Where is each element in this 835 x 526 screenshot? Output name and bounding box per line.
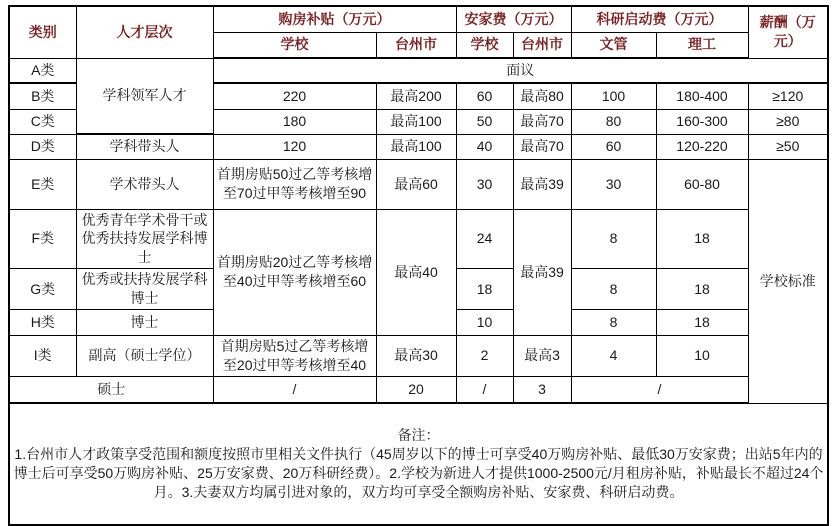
cell-h-category: H类 bbox=[9, 309, 76, 335]
header-row-1 bbox=[9, 6, 828, 32]
header-research-wenguan: 文管 bbox=[571, 32, 656, 58]
cell-f-category: F类 bbox=[9, 209, 76, 269]
cell-f-ligong: 18 bbox=[656, 209, 748, 269]
cell-master-housing-taizhou: 20 bbox=[376, 376, 456, 403]
cell-b-category: B类 bbox=[9, 83, 76, 109]
cell-d-talent: 学科带头人 bbox=[76, 134, 213, 159]
cell-e-housing-school: 首期房贴50过乙等考核增至70过甲等考核增至90 bbox=[213, 159, 376, 209]
notes-body: 1.台州市人才政策享受范围和额度按照市里相关文件执行（45周岁以下的博士可享受40万购房补贴、最低30万安家费；出站5年内的博士后可享受50万购房补贴、25万安家费、20万科研经费）。2.学校为新进人才提供1000-2500元/月租房补贴，补贴最长不超过24个月。3.夫妻双方均属引进对象的，双方均可享受全额购房补贴、安家费、科研启动费。 bbox=[13, 446, 824, 501]
cell-h-wenguan: 8 bbox=[571, 309, 656, 335]
cell-i-ligong: 10 bbox=[656, 335, 748, 376]
cell-g-settling-school: 18 bbox=[456, 269, 513, 310]
cell-i-housing-taizhou: 最高30 bbox=[376, 335, 456, 376]
talent-subsidy-table bbox=[8, 5, 829, 526]
row-f bbox=[9, 209, 828, 269]
cell-i-housing-school: 首期房贴5过乙等考核增至20过甲等考核增至40 bbox=[213, 335, 376, 376]
cell-e-category: E类 bbox=[9, 159, 76, 209]
cell-e-housing-taizhou: 最高60 bbox=[376, 159, 456, 209]
cell-e-settling-school: 30 bbox=[456, 159, 513, 209]
header-category: 类别 bbox=[9, 6, 76, 58]
cell-a-category: A类 bbox=[9, 58, 76, 83]
cell-i-settling-taizhou: 最高3 bbox=[513, 335, 571, 376]
header-research-startup: 科研启动费（万元） bbox=[571, 6, 748, 32]
header-housing-subsidy: 购房补贴（万元） bbox=[213, 6, 456, 32]
cell-i-category: I类 bbox=[9, 335, 76, 376]
cell-b-ligong: 180-400 bbox=[656, 83, 748, 109]
header-salary: 薪酬（万元） bbox=[748, 6, 828, 58]
cell-master-research: / bbox=[571, 376, 748, 403]
row-a bbox=[9, 58, 828, 83]
cell-g-category: G类 bbox=[9, 269, 76, 310]
cell-c-housing-taizhou: 最高100 bbox=[376, 109, 456, 134]
header-talent-level: 人才层次 bbox=[76, 6, 213, 58]
cell-h-ligong: 18 bbox=[656, 309, 748, 335]
cell-fgh-housing-taizhou: 最高40 bbox=[376, 209, 456, 335]
cell-b-wenguan: 100 bbox=[571, 83, 656, 109]
cell-d-settling-school: 40 bbox=[456, 134, 513, 159]
header-housing-taizhou: 台州市 bbox=[376, 32, 456, 58]
cell-master-housing-school: / bbox=[213, 376, 376, 403]
cell-d-ligong: 120-220 bbox=[656, 134, 748, 159]
cell-c-housing-school: 180 bbox=[213, 109, 376, 134]
cell-master-settling-school: / bbox=[456, 376, 513, 403]
cell-f-wenguan: 8 bbox=[571, 209, 656, 269]
header-settling-allowance: 安家费（万元） bbox=[456, 6, 571, 32]
cell-salary-school-standard: 学校标准 bbox=[748, 159, 828, 403]
cell-b-housing-school: 220 bbox=[213, 83, 376, 109]
cell-d-housing-taizhou: 最高100 bbox=[376, 134, 456, 159]
cell-master-label: 硕士 bbox=[9, 376, 213, 403]
cell-b-settling-school: 60 bbox=[456, 83, 513, 109]
header-research-ligong: 理工 bbox=[656, 32, 748, 58]
cell-c-settling-school: 50 bbox=[456, 109, 513, 134]
cell-e-talent: 学术带头人 bbox=[76, 159, 213, 209]
cell-g-talent: 优秀或扶持发展学科博士 bbox=[76, 269, 213, 310]
cell-fgh-settling-taizhou: 最高39 bbox=[513, 209, 571, 335]
cell-c-wenguan: 80 bbox=[571, 109, 656, 134]
cell-c-ligong: 160-300 bbox=[656, 109, 748, 134]
cell-b-salary: ≥120 bbox=[748, 83, 828, 109]
cell-g-ligong: 18 bbox=[656, 269, 748, 310]
row-master bbox=[9, 376, 828, 403]
cell-i-settling-school: 2 bbox=[456, 335, 513, 376]
cell-f-talent: 优秀青年学术骨干或优秀扶持发展学科博士 bbox=[76, 209, 213, 269]
cell-d-salary: ≥50 bbox=[748, 134, 828, 159]
row-d bbox=[9, 134, 828, 159]
cell-master-settling-taizhou: 3 bbox=[513, 376, 571, 403]
notes-cell bbox=[9, 403, 828, 525]
cell-c-category: C类 bbox=[9, 109, 76, 134]
cell-e-ligong: 60-80 bbox=[656, 159, 748, 209]
cell-e-wenguan: 30 bbox=[571, 159, 656, 209]
row-i bbox=[9, 335, 828, 376]
row-e bbox=[9, 159, 828, 209]
cell-e-settling-taizhou: 最高39 bbox=[513, 159, 571, 209]
row-notes bbox=[9, 403, 828, 525]
cell-d-category: D类 bbox=[9, 134, 76, 159]
subsidy-table-page bbox=[8, 5, 829, 526]
cell-i-wenguan: 4 bbox=[571, 335, 656, 376]
cell-f-settling-school: 24 bbox=[456, 209, 513, 269]
cell-h-talent: 博士 bbox=[76, 309, 213, 335]
header-housing-school: 学校 bbox=[213, 32, 376, 58]
cell-a-negotiable: 面议 bbox=[213, 58, 828, 83]
cell-i-talent: 副高（硕士学位） bbox=[76, 335, 213, 376]
cell-d-settling-taizhou: 最高70 bbox=[513, 134, 571, 159]
cell-abc-talent: 学科领军人才 bbox=[76, 58, 213, 134]
header-settling-taizhou: 台州市 bbox=[513, 32, 571, 58]
cell-d-wenguan: 60 bbox=[571, 134, 656, 159]
cell-d-housing-school: 120 bbox=[213, 134, 376, 159]
cell-b-housing-taizhou: 最高200 bbox=[376, 83, 456, 109]
header-settling-school: 学校 bbox=[456, 32, 513, 58]
notes-label: 备注： bbox=[397, 427, 440, 444]
cell-c-salary: ≥80 bbox=[748, 109, 828, 134]
cell-b-settling-taizhou: 最高80 bbox=[513, 83, 571, 109]
cell-h-settling-school: 10 bbox=[456, 309, 513, 335]
cell-c-settling-taizhou: 最高70 bbox=[513, 109, 571, 134]
cell-fgh-housing-school: 首期房贴20过乙等考核增至40过甲等考核增至60 bbox=[213, 209, 376, 335]
cell-g-wenguan: 8 bbox=[571, 269, 656, 310]
